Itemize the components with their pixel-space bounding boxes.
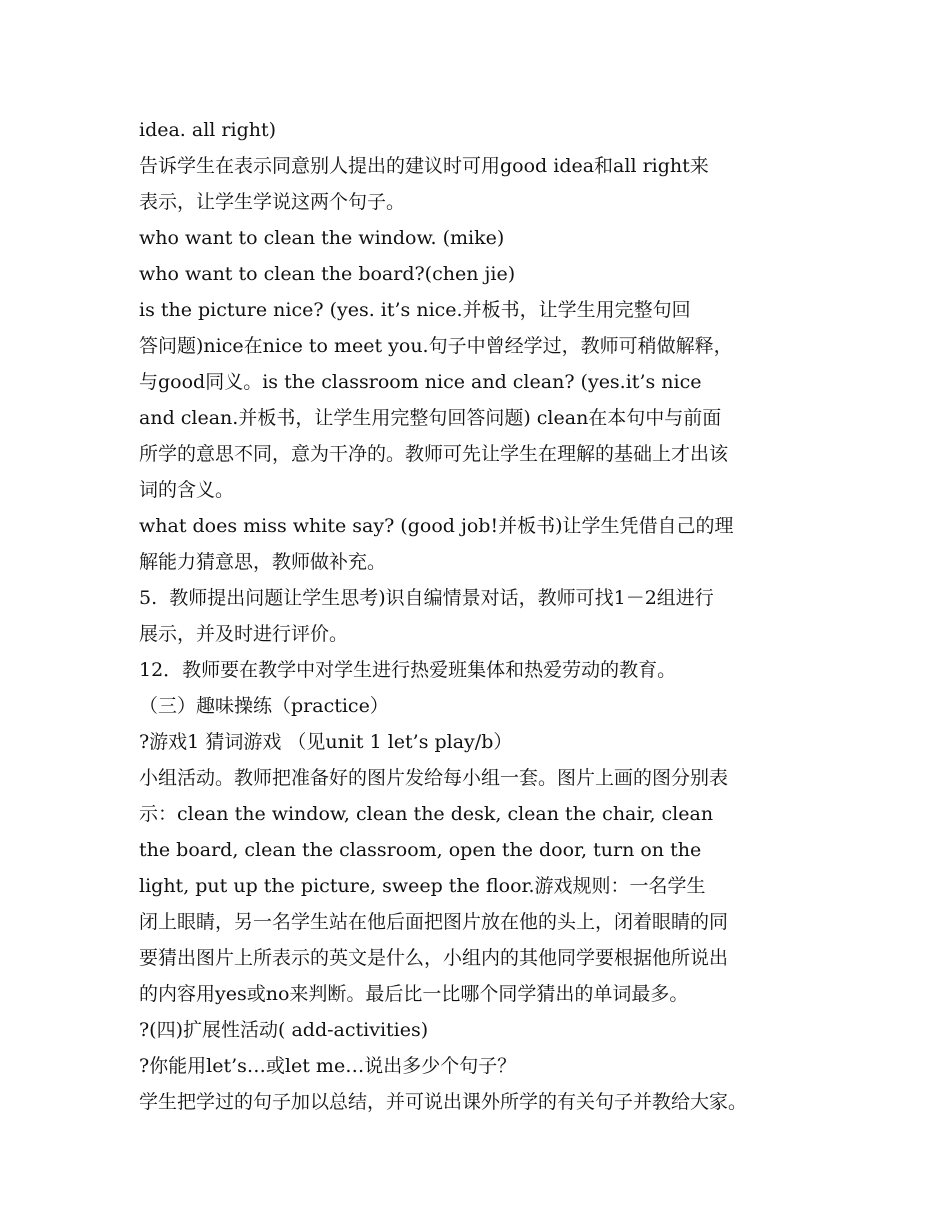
- text-line: 的内容用yes或no来判断。最后比一比哪个同学猜出的单词最多。: [139, 983, 689, 1005]
- text-line: idea. all right): [139, 119, 277, 141]
- text-line: 学生把学过的句子加以总结，并可说出课外所学的有关句子并教给大家。: [139, 1091, 748, 1113]
- text-line: is the picture nice? (yes. it’s nice.并板书，让学生用完整句回: [139, 299, 691, 321]
- text-line: 表示，让学生学说这两个句子。: [139, 191, 406, 213]
- text-line: 解能力猜意思，教师做补充。: [139, 551, 387, 573]
- section-heading: ?(四)扩展性活动( add-activities): [139, 1019, 429, 1041]
- text-line: 展示，并及时进行评价。: [139, 623, 349, 645]
- text-line: ?你能用let’s…或let me…说出多少个句子？: [139, 1055, 517, 1077]
- text-line: 12．教师要在教学中对学生进行热爱班集体和热爱劳动的教育。: [139, 659, 677, 681]
- document-body: [139, 112, 829, 1120]
- text-line: 所学的意思不同，意为干净的。教师可先让学生在理解的基础上才出该: [139, 443, 729, 465]
- text-line: who want to clean the window. (mike): [139, 227, 505, 249]
- text-line: the board, clean the classroom, open the door, turn on the: [139, 839, 702, 861]
- text-line: 5. 教师提出问题让学生思考)识自编情景对话，教师可找1－2组进行: [139, 587, 714, 609]
- text-line: 答问题)nice在nice to meet you.句子中曾经学过，教师可稍做解释，: [139, 335, 733, 357]
- text-line: ?游戏1 猜词游戏 （见unit 1 let’s play/b）: [139, 731, 513, 753]
- text-line: who want to clean the board?(chen jie): [139, 263, 516, 285]
- text-line: 闭上眼睛，另一名学生站在他后面把图片放在他的头上，闭着眼睛的同: [139, 911, 729, 933]
- text-line: 与good同义。is the classroom nice and clean? (yes.it’s nice: [139, 371, 702, 393]
- text-line: 告诉学生在表示同意别人提出的建议时可用good idea和all right来: [139, 155, 709, 177]
- text-line: 要猜出图片上所表示的英文是什么，小组内的其他同学要根据他所说出: [139, 947, 729, 969]
- text-line: light, put up the picture, sweep the floor.游戏规则：一名学生: [139, 875, 706, 897]
- text-line: and clean.并板书，让学生用完整句回答问题) clean在本句中与前面: [139, 407, 722, 429]
- text-line: 示：clean the window, clean the desk, clean the chair, clean: [139, 803, 714, 825]
- text-line: what does miss white say? (good job!并板书)让学生凭借自己的理: [139, 515, 734, 537]
- text-line: 小组活动。教师把准备好的图片发给每小组一套。图片上画的图分别表: [139, 767, 729, 789]
- section-heading: （三）趣味操练（practice）: [139, 695, 389, 717]
- text-line: 词的含义。: [139, 479, 235, 501]
